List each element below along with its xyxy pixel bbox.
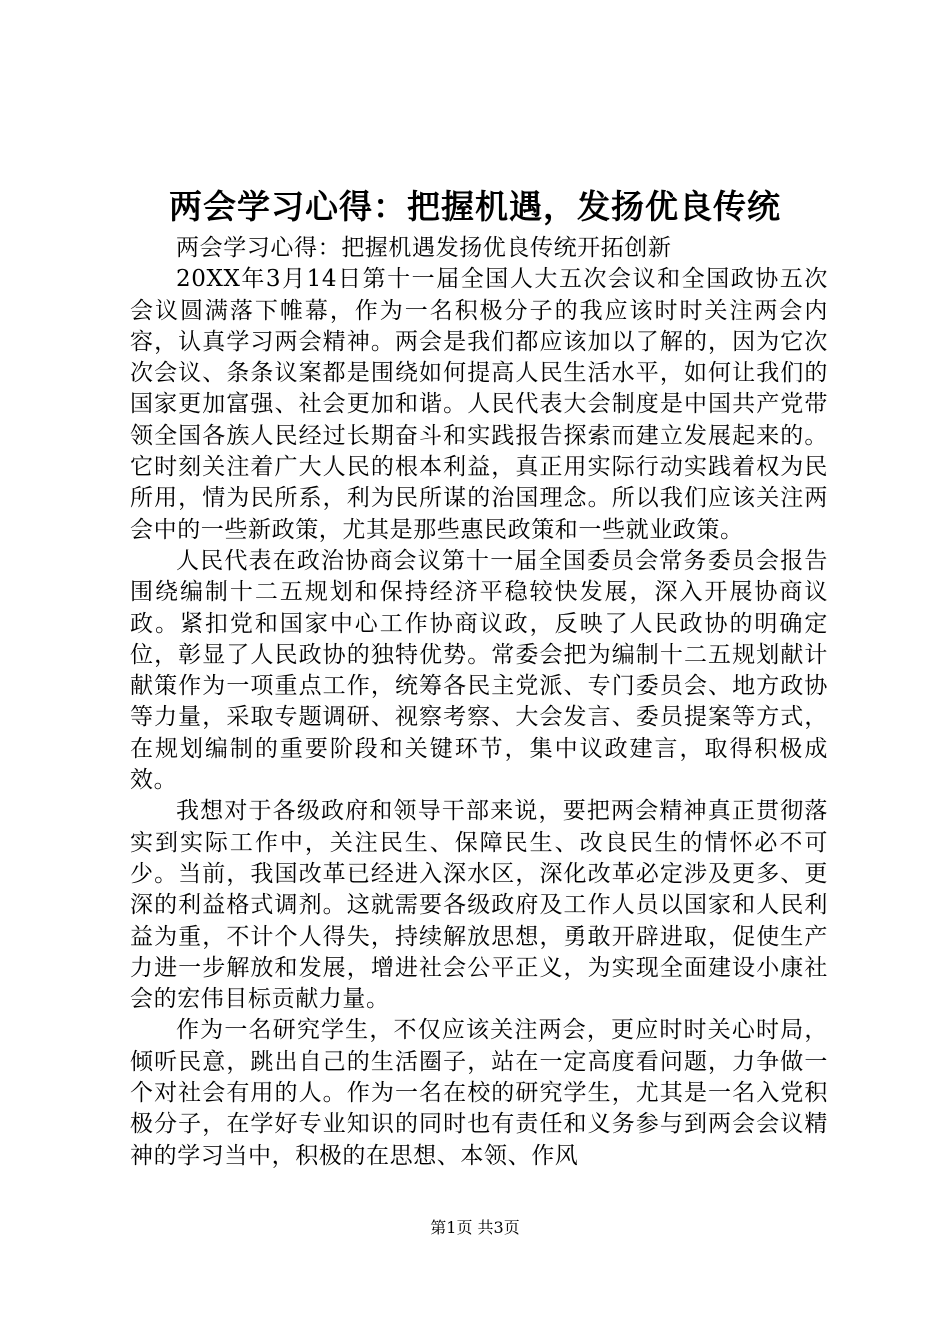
page-number-footer: 第1页 共3页 [430,1218,520,1237]
document-title: 两会学习心得：把握机遇，发扬优良传统 [169,187,781,226]
document-subtitle: 两会学习心得：把握机遇发扬优良传统开拓创新 [176,235,672,261]
paragraph-3: 我想对于各级政府和领导干部来说，要把两会精神真正贯彻落实到实际工作中，关注民生、保障民生、改良民生的情怀必不可少。当前，我国改革已经进入深水区，深化改革必定涉及更多、更深的利益格式调剂。这就需要各级政府及工作人员以国家和人民利益为重，不计个人得失，持续解放思想，勇敢开辟进取，促使生产力进一步解放和发展，增进社会公平正义，为实现全面建设小康社会的宏伟目标贡献力量。 [130,798,828,1013]
document-body [130,233,828,1172]
paragraph-1: 20XX年3月14日第十一届全国人大五次会议和全国政协五次会议圆满落下帷幕，作为一名积极分子的我应该时时关注两会内容，认真学习两会精神。两会是我们都应该加以了解的，因为它次次会议、条条议案都是围绕如何提高人民生活水平，如何让我们的国家更加富强、社会更加和谐。人民代表大会制度是中国共产党带领全国各族人民经过长期奋斗和实践报告探索而建立发展起来的。它时刻关注着广大人民的根本利益，真正用实际行动实践着权为民所用，情为民所系，利为民所谋的治国理念。所以我们应该关注两会中的一些新政策，尤其是那些惠民政策和一些就业政策。 [130,266,828,543]
paragraph-4: 作为一名研究学生，不仅应该关注两会，更应时时关心时局，倾听民意，跳出自己的生活圈子，站在一定高度看问题，力争做一个对社会有用的人。作为一名在校的研究学生，尤其是一名入党积极分子，在学好专业知识的同时也有责任和义务参与到两会会议精神的学习当中，积极的在思想、本领、作风 [130,1017,828,1169]
paragraph-2: 人民代表在政治协商会议第十一届全国委员会常务委员会报告围绕编制十二五规划和保持经济平稳较快发展，深入开展协商议政。紧扣党和国家中心工作协商议政，反映了人民政协的明确定位，彰显了人民政协的独特优势。常委会把为编制十二五规划献计献策作为一项重点工作，统筹各民主党派、专门委员会、地方政协等力量，采取专题调研、视察考察、大会发言、委员提案等方式，在规划编制的重要阶段和关键环节，集中议政建言，取得积极成效。 [130,547,828,794]
